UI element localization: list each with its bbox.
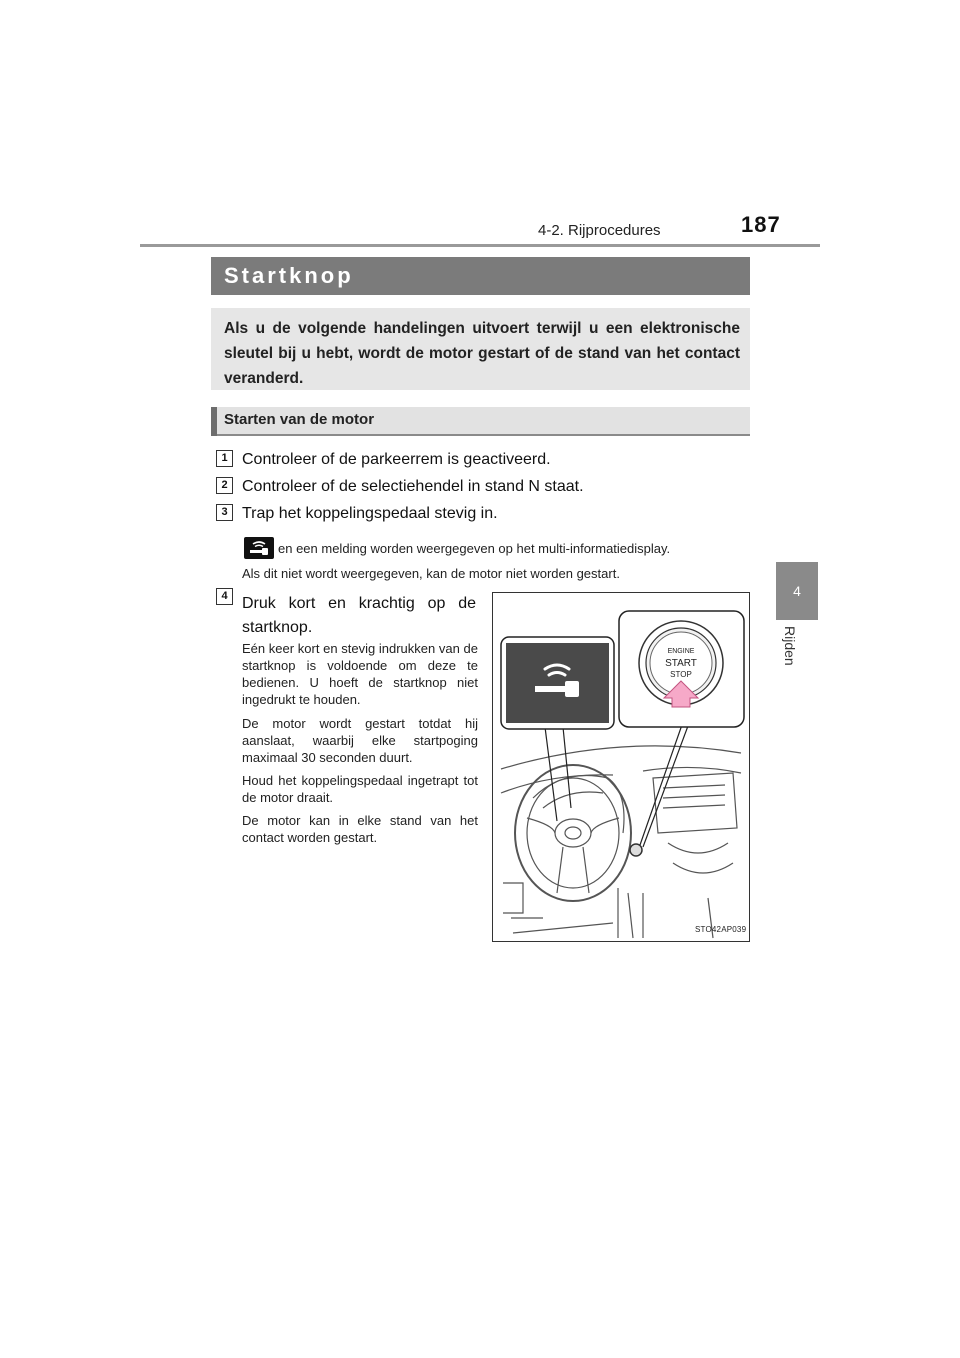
- subheading-marker: [211, 407, 217, 436]
- button-label-stop: STOP: [670, 670, 692, 679]
- step4-paragraph-1: Eén keer kort en stevig indrukken van de startknop is voldoende om deze te bedienen. U hoeft de startknop niet ingedrukt te houden.: [242, 641, 478, 707]
- subheading: Starten van de motor: [224, 411, 375, 428]
- button-label-engine: ENGINE: [667, 648, 695, 655]
- dashboard-illustration: [492, 592, 750, 942]
- step-number-4: 4: [216, 588, 233, 605]
- step-2-text: Controleer of de selectiehendel in stand N staat.: [242, 478, 584, 495]
- step-number-1: 1: [216, 450, 233, 467]
- chapter-tab: 4: [776, 562, 818, 620]
- key-indicator-icon: [244, 537, 274, 559]
- step-1-text: Controleer of de parkeerrem is geactiveerd.: [242, 451, 551, 468]
- header-rule: [140, 244, 820, 247]
- step-number-3: 3: [216, 504, 233, 521]
- step4-paragraph-4: De motor kan in elke stand van het contact worden gestart.: [242, 813, 478, 845]
- chapter-label: Rijden: [782, 626, 798, 666]
- intro-text: Als u de volgende handelingen uitvoert terwijl u een elektronische sleutel bij u hebt, wordt de motor gestart of de stand van het contact veranderd.: [224, 320, 740, 387]
- page-number: 187: [741, 212, 781, 237]
- step-4-text: Druk kort en krachtig op de startknop.: [242, 595, 476, 636]
- step4-paragraph-3: Houd het koppelingspedaal ingetrapt tot de motor draait.: [242, 773, 478, 805]
- step-3-text: Trap het koppelingspedaal stevig in.: [242, 505, 498, 522]
- button-label-start: START: [665, 658, 697, 669]
- section-title: 4-2. Rijprocedures: [538, 222, 661, 239]
- figure-code: STO42AP039: [695, 925, 747, 934]
- page-title: Startknop: [224, 263, 354, 288]
- note-line-2: Als dit niet wordt weergegeven, kan de motor niet worden gestart.: [242, 566, 620, 581]
- step-number-2: 2: [216, 477, 233, 494]
- step4-paragraph-2: De motor wordt gestart totdat hij aanslaat, waarbij elke startpoging maximaal 30 seconden duurt.: [242, 716, 478, 765]
- note-line-1: en een melding worden weergegeven op het multi-informatiedisplay.: [278, 541, 671, 556]
